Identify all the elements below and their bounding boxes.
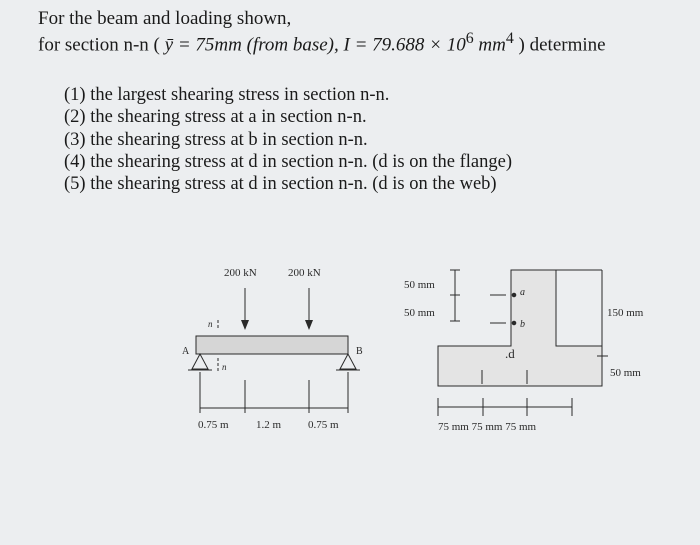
problem-given	[38, 30, 606, 56]
beam-body	[196, 336, 348, 354]
section-mark-top: n	[208, 319, 213, 329]
dim-top-label: 50 mm	[404, 279, 435, 291]
point-b-dot	[512, 321, 516, 325]
flange-label: 50 mm	[610, 367, 641, 379]
given-suffix: ) determine	[513, 34, 606, 56]
question-list	[64, 84, 512, 195]
cross-section	[404, 270, 644, 433]
dim-mid-label: 50 mm	[404, 307, 435, 319]
section-mark-bottom: n	[222, 362, 227, 372]
question-5: (5) the shearing stress at d in section n-n. (d is on the web)	[64, 174, 497, 195]
problem-intro: For the beam and loading shown,	[38, 8, 292, 29]
question-2: (2) the shearing stress at a in section n-n.	[64, 107, 367, 128]
inertia-exponent: 6	[465, 30, 474, 47]
question-1: (1) the largest shearing stress in section n-n.	[64, 85, 390, 105]
point-a-label: a	[520, 287, 525, 298]
span-3-label: 0.75 m	[308, 419, 339, 431]
load-1-arrowhead	[241, 320, 249, 330]
ybar-value: ȳ = 75mm (from base),	[164, 34, 339, 56]
figure	[170, 258, 670, 448]
inertia-unit: mm	[473, 34, 506, 56]
support-b-triangle	[340, 354, 356, 369]
widths-label: 75 mm 75 mm 75 mm	[438, 421, 537, 433]
question-3: (3) the shearing stress at b in section n-n.	[64, 129, 368, 150]
height-label: 150 mm	[607, 307, 644, 319]
question-4: (4) the shearing stress at d in section n-n. (d is on the flange)	[64, 151, 512, 172]
beam-diagram	[182, 267, 363, 431]
inertia-unit-exponent: 4	[505, 30, 514, 47]
span-2-label: 1.2 m	[256, 419, 282, 431]
point-d-label: .d	[505, 346, 515, 361]
support-a-triangle	[192, 354, 208, 369]
load-1-label: 200 kN	[224, 267, 257, 279]
given-prefix: for section n-n (	[38, 34, 165, 56]
support-a-label: A	[182, 346, 190, 357]
inertia-value: I = 79.688 × 10	[343, 34, 466, 56]
point-b-label: b	[520, 319, 525, 330]
support-b-label: B	[356, 346, 363, 357]
load-2-arrowhead	[305, 320, 313, 330]
span-1-label: 0.75 m	[198, 419, 229, 431]
load-2-label: 200 kN	[288, 267, 321, 279]
point-a-dot	[512, 293, 516, 297]
